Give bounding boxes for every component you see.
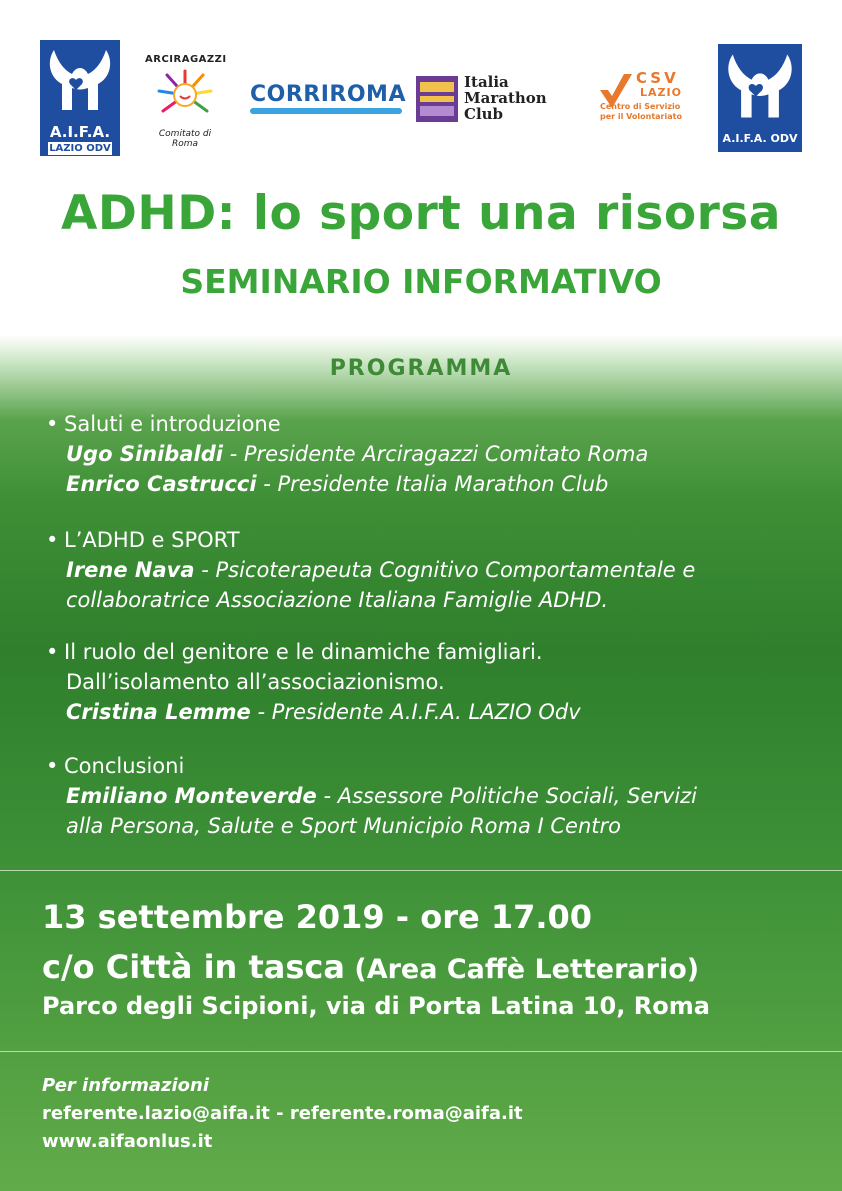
- corriroma-name: CORRIROMA: [250, 82, 406, 107]
- program-item-heading-cont: Dall’isolamento all’associazionismo.: [66, 670, 445, 694]
- corriroma-underline: [250, 108, 402, 114]
- program-item-heading: • Saluti e introduzione: [46, 409, 806, 439]
- csv-desc1: Centro di Servizio: [600, 102, 681, 111]
- program-item: [46, 409, 806, 499]
- speaker-line-cont: alla Persona, Salute e Sport Municipio Roma I Centro: [66, 814, 621, 838]
- speaker-name: Enrico Castrucci: [66, 472, 257, 496]
- speaker-role: - Assessore Politiche Sociali, Servizi: [316, 784, 698, 808]
- speaker-name: Cristina Lemme: [66, 700, 251, 724]
- bullet-icon: •: [46, 412, 59, 436]
- csv-lazio-logo: [598, 70, 708, 130]
- divider: [0, 870, 842, 871]
- contact-info: [42, 1072, 523, 1156]
- speaker-role: - Psicoterapeuta Cognitivo Comportamentale e: [194, 558, 696, 582]
- csv-desc2: per il Volontariato: [600, 112, 682, 121]
- event-venue-note: (Area Caffè Letterario): [344, 954, 700, 985]
- aifa-odv-name: A.I.F.A. ODV: [722, 132, 798, 145]
- speaker-line: [66, 697, 806, 727]
- speaker-line: [66, 781, 806, 811]
- marathon-emblem-icon: [416, 76, 458, 122]
- csv-name: CSV: [636, 69, 679, 87]
- marathon-line2: Marathon: [464, 89, 547, 107]
- speaker-name: Emiliano Monteverde: [66, 784, 317, 808]
- aifa-lazio-region: LAZIO ODV: [49, 143, 111, 154]
- arciragazzi-committee: Comitato di Roma: [158, 129, 212, 149]
- program-item-heading: • Conclusioni: [46, 751, 806, 781]
- event-venue-main: c/o Città in tasca: [42, 948, 345, 986]
- page-subtitle: SEMINARIO INFORMATIVO: [180, 262, 662, 301]
- aifa-figures-icon: [718, 44, 802, 128]
- speaker-line: [66, 555, 806, 585]
- sun-icon: [145, 65, 225, 125]
- bullet-icon: •: [46, 528, 59, 552]
- speaker-name: Ugo Sinibaldi: [66, 442, 223, 466]
- info-label: Per informazioni: [42, 1075, 210, 1096]
- arciragazzi-logo: [145, 54, 227, 149]
- aifa-figures-icon: [40, 40, 120, 120]
- program-item-heading: • Il ruolo del genitore e le dinamiche famigliari.: [46, 637, 806, 667]
- corriroma-logo: [250, 82, 406, 118]
- divider: [0, 1051, 842, 1052]
- info-website[interactable]: www.aifaonlus.it: [42, 1131, 213, 1152]
- speaker-line: [66, 439, 806, 469]
- speaker-role: - Presidente A.I.F.A. LAZIO Odv: [250, 700, 581, 724]
- bullet-icon: •: [46, 640, 59, 664]
- page-title: ADHD: lo sport una risorsa: [61, 186, 781, 241]
- aifa-lazio-name: A.I.F.A.: [49, 123, 111, 141]
- speaker-role: - Presidente Arciragazzi Comitato Roma: [222, 442, 649, 466]
- program-item: [46, 751, 806, 841]
- program-item: [46, 637, 806, 727]
- event-venue: [42, 948, 699, 986]
- speaker-line: [66, 469, 806, 499]
- csv-region: LAZIO: [640, 86, 682, 99]
- event-date: 13 settembre 2019 - ore 17.00: [42, 898, 593, 936]
- programma-heading: PROGRAMMA: [329, 356, 513, 381]
- speaker-role: - Presidente Italia Marathon Club: [256, 472, 609, 496]
- program-item-heading: • L’ADHD e SPORT: [46, 525, 806, 555]
- bullet-icon: •: [46, 754, 59, 778]
- aifa-odv-logo: [718, 44, 802, 152]
- speaker-name: Irene Nava: [66, 558, 195, 582]
- aifa-lazio-logo: [40, 40, 120, 156]
- event-address: Parco degli Scipioni, via di Porta Latina 10, Roma: [42, 992, 710, 1020]
- logo-bar: [0, 40, 842, 160]
- info-emails[interactable]: referente.lazio@aifa.it - referente.roma@aifa.it: [42, 1103, 523, 1124]
- marathon-line1: Italia: [464, 73, 509, 91]
- marathon-line3: Club: [464, 105, 504, 123]
- speaker-line-cont: collaboratrice Associazione Italiana Famiglie ADHD.: [66, 588, 609, 612]
- arciragazzi-name: ARCIRAGAZZI: [145, 54, 227, 65]
- italia-marathon-logo: [416, 73, 561, 124]
- program-item: [46, 525, 806, 615]
